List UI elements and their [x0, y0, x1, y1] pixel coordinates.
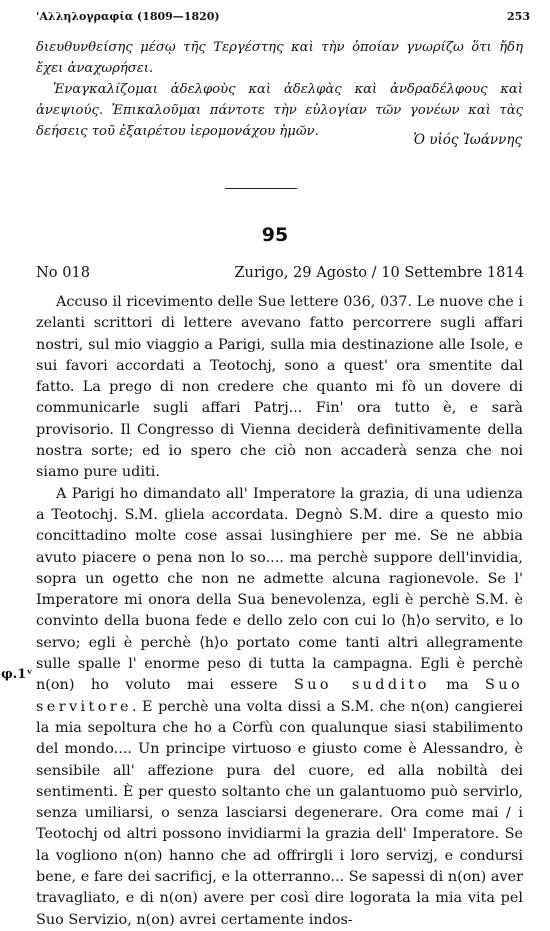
- letter-number: 95: [261, 224, 289, 246]
- running-header: [36, 10, 530, 23]
- spaced-emphasis-1: Suo suddito: [293, 677, 430, 694]
- signature: Ὁ υἱός Ἰωάννης: [413, 132, 522, 148]
- greek-text-1: διευθυνθείσης μέσῳ τῆς Τεργέστης καὶ τὴν ὁποίαν γνωρίζω ὅτι ἤδη ἔχει ἀναχωρήσει.: [36, 40, 523, 76]
- letter-place-date: Zurigo, 29 Agosto / 10 Settembre 1814: [234, 264, 524, 281]
- body-text-c: . E perchè una volta dissi a S.M. che n(on) cangierei la mia sepoltura che ho a Corfù con qualunque siasi stabilimento del mondo.... Un principe virtuoso e giusto come è Alessandro, è sensibile all' affezione pura del cuore, ed alla nobiltà dei sentimenti. È per questo soltanto che un galantuomo può servirlo, senza umiliarsi, o senza lasciarsi degenerare. Ora come mai / i Teotochj od altri possono invidiarmi la grazia dell' Imperatore. Se la vogliono n(on) hanno che ad offrirgli i loro servizj, e condursi bene, e fare dei sacrificj, e la otterranno... Se sapessi di n(on) aver travagliato, e di n(on) avere per così dire logorata la mia vita pel Suo Servizio, n(on) avrei certamente indos-: [36, 698, 523, 928]
- section-divider: [225, 188, 297, 189]
- body-text-b: ma: [446, 677, 469, 694]
- letter-body: [36, 292, 523, 931]
- body-paragraph-1: Accuso il ricevimento delle Sue lettere 036, 037. Le nuove che i zelanti scrittori di lettere avevano fatto percorrere sugli affari nostri, sul mio viaggio a Parigi, sulla mia destinazione alle Isole, e sui favori accordati a Teotochj, sono a quest' ora smentite dal fatto. La prego di non credere che quanto mi fò un dovere di communicarle sugli affari Patrj... Fin' ora tutto è, e sarà provisorio. Il Congresso di Vienna deciderà definitivamente della nostra sorte; ed io spero che ciò non accaderà senza che noi siamo pure uditi.: [36, 294, 523, 481]
- letter-reference: No 018: [36, 264, 91, 281]
- margin-folio-note: φ.1ᵛ: [1, 667, 33, 682]
- running-title: 'Αλληλογραφία (1809—1820): [36, 10, 220, 23]
- body-text-a: A Parigi ho dimandato all' Imperatore la grazia, di una udienza a Teotochj. S.M. gliela accordata. Degnò S.M. dire a questo mio concittadino molte cose assai lusinghiere per me. Se ne abbia avuto piacere o pena non lo so.... ma perchè suppore dell'invidia, sopra un ogetto che non ne admette alcuna ragionevole. Se l' Imperatore mi onora della Sua benevolenza, egli è perchè S.M. è convinto della buona fede e dello zelo con cui lo ⟨h⟩o servito, e lo servo; egli è perchè ⟨h⟩o portato come tanti altri allegramente sulle spalle l' enorme peso di tutta la campagna. Egli è perchè n(on) ho voluto mai essere: [36, 485, 523, 694]
- greek-text-2: Ἐναγκαλίζομαι ἀδελφοὺς καὶ ἀδελφὰς καὶ ἀνδραδέλφους καὶ ἀνεψιούς. Ἐπικαλοῦμαι πάντοτε τὴν εὐλογίαν τῶν γονέων καὶ τὰς δεήσεις τοῦ ἐξαιρέτου ἱερομονάχου ἡμῶν.: [36, 82, 523, 139]
- page-number: 253: [507, 10, 530, 23]
- letter-meta: [36, 264, 524, 281]
- greek-paragraph-1: [36, 37, 523, 79]
- body-paragraph-2: [36, 484, 523, 931]
- spaced-emphasis-2: Suo servitore: [36, 677, 524, 715]
